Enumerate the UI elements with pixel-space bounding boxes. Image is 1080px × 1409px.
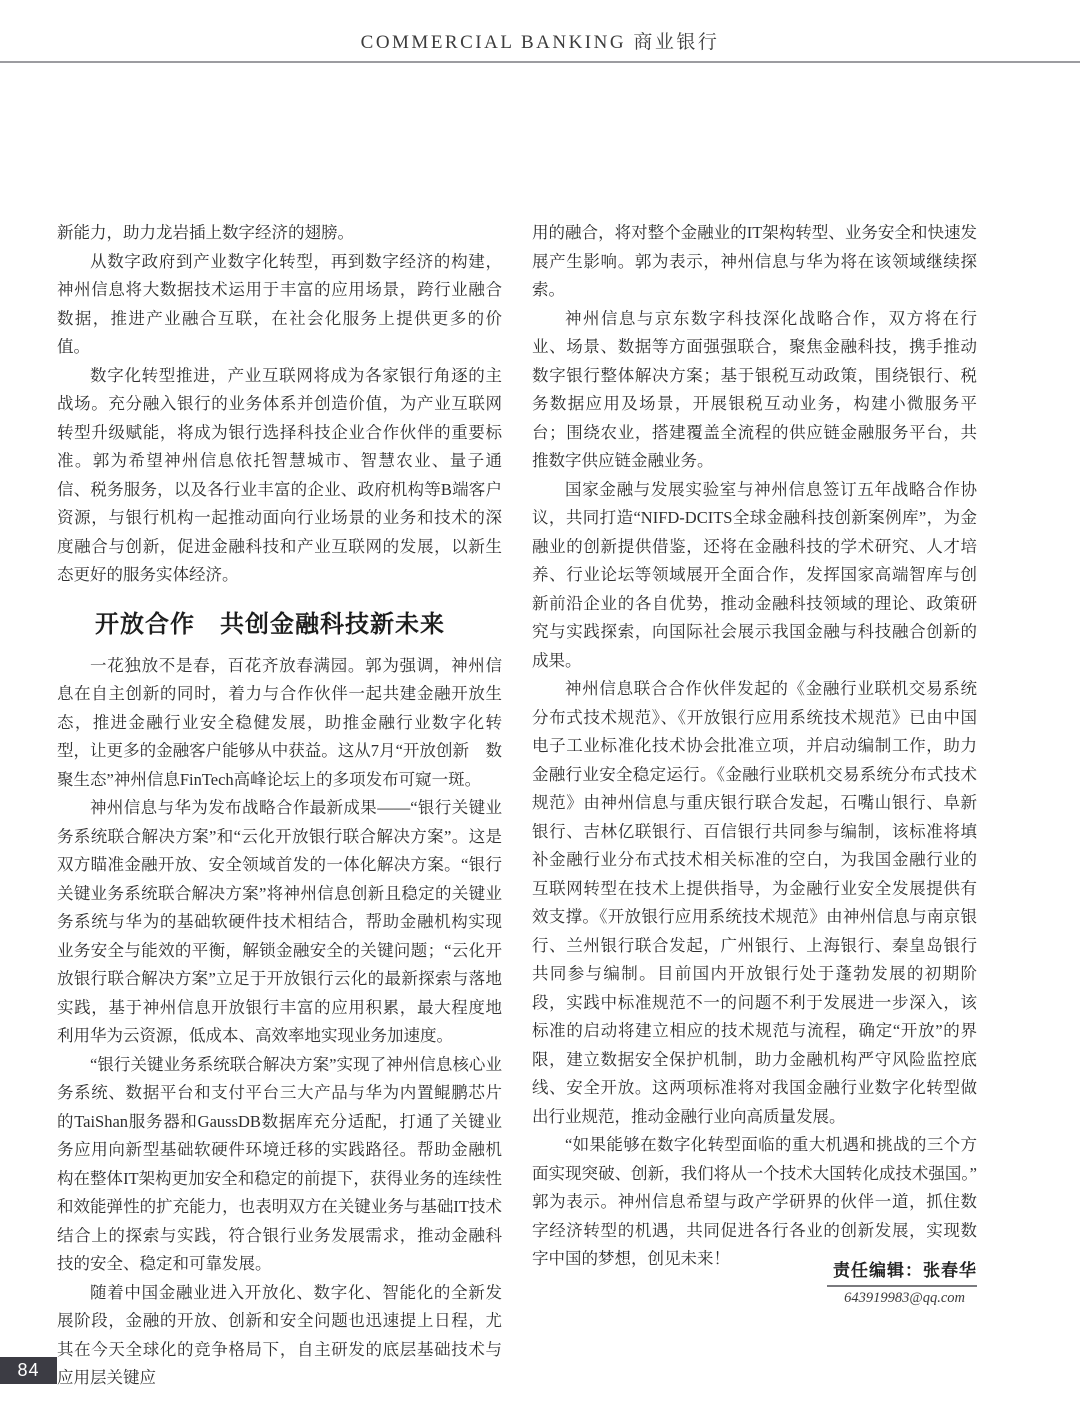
editor-divider [827,1285,977,1287]
paragraph: 随着中国金融业进入开放化、数字化、智能化的全新发展阶段，金融的开放、创新和安全问题也迅速提上日程，尤其在今天全球化的竞争格局下，自主研发的底层基础技术与应用层关键应 [57,1282,502,1387]
left-column [57,219,502,1393]
paragraph: “银行关键业务系统联合解决方案”实现了神州信息核心业务系统、数据平台和支付平台三大产品与华为内置鲲鹏芯片的TaiShan服务器和GaussDB数据库充分适配，打通了关键业务应用向新型基础软硬件环境迁移的实践路径。帮助金融机构在整体IT架构更加安全和稳定的前提下，获得业务的连续性和效能弹性的扩充能力，也表明双方在关键业务与基础IT技术结合上的探索与实践，符合银行业务发展需求，推动金融科技的安全、稳定和可靠发展。 [57,1054,502,1273]
editor-name: 责任编辑：张春华 [833,1261,977,1280]
paragraph: 一花独放不是春，百花齐放春满园。郭为强调，神州信息在自主创新的同时，着力与合作伙伴一起共建金融开放生态，推进金融行业安全稳健发展，助推金融行业数字化转型，让更多的金融客户能够从中获益。这从7月“开放创新 数聚生态”神州信息FinTech高峰论坛上的多项发布可窥一斑。 [57,655,502,789]
paragraph: 数字化转型推进，产业互联网将成为各家银行角逐的主战场。充分融入银行的业务体系并创造价值，为产业互联网转型升级赋能，将成为银行选择科技企业合作伙伴的重要标准。郭为希望神州信息依托智慧城市、智慧农业、量子通信、税务服务，以及各行业丰富的企业、政府机构等B端客户资源，与银行机构一起推动面向行业场景的业务和技术的深度融合与创新，促进金融科技和产业互联网的发展，以新生态更好的服务实体经济。 [57,365,502,584]
editor-credit [677,1256,977,1307]
paragraph: 神州信息与华为发布战略合作最新成果——“银行关键业务系统联合解决方案”和“云化开放银行联合解决方案”。这是双方瞄准金融开放、安全领域首发的一体化解决方案。“银行关键业务系统联合解决方案”将神州信息创新且稳定的关键业务系统与华为的基础软硬件技术相结合，帮助金融机构实现业务安全与能效的平衡，解锁金融安全的关键问题；“云化开放银行联合解决方案”立足于开放银行云化的最新探索与落地实践，基于神州信息开放银行丰富的应用积累，最大程度地利用华为云资源，低成本、高效率地实现业务加速度。 [57,798,502,1045]
paragraph: 国家金融与发展实验室与神州信息签订五年战略合作协议，共同打造“NIFD-DCITS全球金融科技创新案例库”，为金融业的创新提供借鉴，还将在金融科技的学术研究、人才培养、行业论坛等领域展开全面合作，发挥国家高端智库与创新前沿企业的各自优势，推动金融科技领域的理论、政策研究与实践探索，向国际社会展示我国金融与科技融合创新的成果。 [532,479,977,670]
paragraph: 神州信息与京东数字科技深化战略合作，双方将在行业、场景、数据等方面强强联合，聚焦金融科技，携手推动数字银行整体解决方案；基于银税互动政策，围绕银行、税务数据应用及场景，开展银税互动业务，构建小微服务平台；围绕农业，搭建覆盖全流程的供应链金融服务平台，共推数字供应链金融业务。 [532,308,977,470]
editor-email: 643919983@qq.com [844,1290,965,1306]
page-number: 84 [0,1357,57,1384]
paragraph: 从数字政府到产业数字化转型，再到数字经济的构建，神州信息将大数据技术运用于丰富的应用场景，跨行业融合数据，推进产业融合互联，在社会化服务上提供更多的价值。 [57,251,502,356]
paragraph: 用的融合，将对整个金融业的IT架构转型、业务安全和快速发展产生影响。郭为表示，神州信息与华为将在该领域继续探索。 [532,223,977,299]
page-header [0,0,1080,54]
paragraph: “如果能够在数字化转型面临的重大机遇和挑战的三个方面实现突破、创新，我们将从一个技术大国转化成技术强国。”郭为表示。神州信息希望与政产学研界的伙伴一道，抓住数字经济转型的机遇，共同促进各行各业的创新发展，实现数字中国的梦想，创见未来！ [532,1135,977,1268]
section-heading: 开放合作 共创金融科技新未来 [95,611,445,638]
journal-section-title: COMMERCIAL BANKING 商业银行 [360,32,720,53]
header-divider [0,61,1080,63]
right-column [532,219,977,1393]
paragraph: 新能力，助力龙岩插上数字经济的翅膀。 [57,223,354,242]
article-body [57,219,977,1393]
paragraph: 神州信息联合合作伙伴发起的《金融行业联机交易系统分布式技术规范》、《开放银行应用系统技术规范》已由中国电子工业标准化技术协会批准立项，并启动编制工作，助力金融行业安全稳定运行。《金融行业联机交易系统分布式技术规范》由神州信息与重庆银行联合发起，石嘴山银行、阜新银行、吉林亿联银行、百信银行共同参与编制，该标准将填补金融行业分布式技术相关标准的空白，为我国金融行业的互联网转型在技术上提供指导，为金融行业安全发展提供有效支撑。《开放银行应用系统技术规范》由神州信息与南京银行、兰州银行联合发起，广州银行、上海银行、秦皇岛银行共同参与编制。目前国内开放银行处于蓬勃发展的初期阶段，实践中标准规范不一的问题不利于发展进一步深入，该标准的启动将建立相应的技术规范与流程，确定“开放”的界限，建立数据安全保护机制，助力金融机构严守风险监控底线、安全开放。这两项标准将对我国金融行业数字化转型做出行业规范，推动金融行业向高质量发展。 [532,679,977,1126]
